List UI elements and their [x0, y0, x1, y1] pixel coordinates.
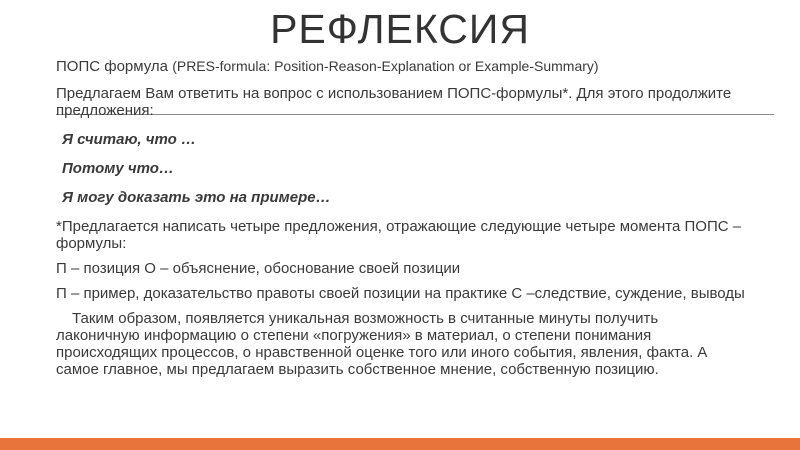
- definition-line-position-reason: П – позиция О – объяснение, обоснование своей позиции: [56, 260, 461, 277]
- phrase-item: Я могу доказать это на примере…: [62, 189, 331, 206]
- accent-footer-bar: [0, 438, 800, 450]
- formula-heading: [56, 58, 746, 75]
- formula-subtitle: (PRES-formula: Position-Reason-Explanation or Example-Summary): [172, 58, 599, 74]
- definition-line-example-summary: П – пример, доказательство правоты своей позиции на практике С –следствие, суждение, выводы: [56, 285, 745, 302]
- footnote-paragraph: *Предлагается написать четыре предложения, отражающие следующие четыре момента ПОПС –формулы:: [56, 218, 742, 252]
- intro-paragraph: Предлагаем Вам ответить на вопрос с использованием ПОПС-формулы*. Для этого продолжите предложения:: [56, 85, 732, 119]
- slide-body: [56, 58, 746, 386]
- conclusion-paragraph: Таким образом, появляется уникальная возможность в считанные минуты получить лаконичную информацию о степени «погружения» в материал, о степени понимания происходящих процессов, о нравственной оценке того или иного события, явления, факта. А самое главное, мы предлагаем выразить собственное мнение, собственную позицию.: [56, 310, 708, 378]
- slide-title: РЕФЛЕКСИЯ: [270, 6, 530, 52]
- formula-main: ПОПС формула: [56, 58, 169, 75]
- phrase-item: Я считаю, что …: [62, 131, 196, 148]
- phrase-item: Потому что…: [62, 160, 174, 177]
